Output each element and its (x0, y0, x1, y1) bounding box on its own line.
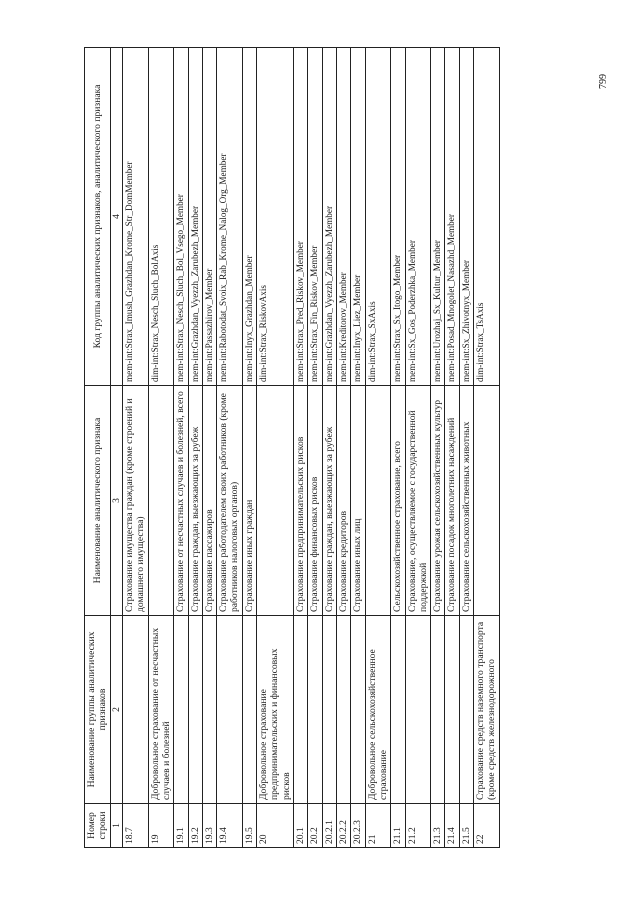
group-name-cell (322, 616, 336, 804)
row-number-cell: 19.1 (174, 804, 188, 848)
table-row (322, 48, 336, 848)
attribute-name-cell: Страхование урожая сельскохозяйственных культур (431, 386, 445, 616)
row-number-cell: 19.2 (188, 804, 202, 848)
header-group-name: Наименование группы аналитических признаков (85, 616, 111, 804)
group-name-cell: Добровольное страхование предпринимательских и финансовых рисков (257, 616, 294, 804)
group-name-cell (122, 616, 148, 804)
group-name-cell (405, 616, 431, 804)
code-cell: dim-int:Strax_SxAxis (365, 48, 391, 386)
attribute-name-cell (365, 386, 391, 616)
code-cell: mem-int:Inyx_Grazhdan_Member (242, 48, 256, 386)
attribute-name-cell: Страхование граждан, выезжающих за рубеж (188, 386, 202, 616)
attribute-name-cell: Страхование финансовых рисков (308, 386, 322, 616)
table-row (391, 48, 405, 848)
row-number-cell: 20 (257, 804, 294, 848)
group-name-cell: Добровольное сельскохозяйственное страхование (365, 616, 391, 804)
row-number-cell: 22 (474, 804, 500, 848)
attribute-name-cell: Страхование пассажиров (202, 386, 216, 616)
header-code: Код группы аналитических признаков, аналитического признака (85, 48, 111, 386)
group-name-cell (242, 616, 256, 804)
table-row (188, 48, 202, 848)
group-name-cell (351, 616, 365, 804)
rotated-table-container (84, 48, 580, 848)
table-row (405, 48, 431, 848)
code-cell: mem-int:Urozhaj_Sx_Kultur_Member (431, 48, 445, 386)
code-cell: mem-int:Sx_Zhivotnyx_Member (459, 48, 473, 386)
row-number-cell: 21.4 (445, 804, 459, 848)
group-name-cell: Добровольное страхование от несчастных случаев и болезней (148, 616, 174, 804)
table-row (294, 48, 308, 848)
table-row (202, 48, 216, 848)
code-cell: mem-int:Kreditorov_Member (336, 48, 350, 386)
attribute-name-cell: Страхование от несчастных случаев и болезней, всего (174, 386, 188, 616)
row-number-cell: 19.4 (217, 804, 243, 848)
attribute-name-cell: Страхование кредиторов (336, 386, 350, 616)
table-row (174, 48, 188, 848)
column-number: 3 (110, 386, 122, 616)
table-row (351, 48, 365, 848)
attribute-name-cell: Страхование граждан, выезжающих за рубеж (322, 386, 336, 616)
column-number-row (110, 48, 122, 848)
group-name-cell (188, 616, 202, 804)
table-row (431, 48, 445, 848)
header-row-number: Номер строки (85, 804, 111, 848)
header-attribute-name: Наименование аналитического признака (85, 386, 111, 616)
column-number: 2 (110, 616, 122, 804)
group-name-cell (174, 616, 188, 804)
row-number-cell: 20.2.2 (336, 804, 350, 848)
table-row (459, 48, 473, 848)
code-cell: mem-int:Passazhirov_Member (202, 48, 216, 386)
code-cell: mem-int:Posad_Mnogolet_Nasazhd_Member (445, 48, 459, 386)
code-cell: mem-int:Rabotodat_Svoix_Rab_Krome_Nalog_Org_Member (217, 48, 243, 386)
row-number-cell: 21.1 (391, 804, 405, 848)
code-cell: mem-int:Strax_Pred_Riskov_Member (294, 48, 308, 386)
row-number-cell: 21 (365, 804, 391, 848)
group-name-cell (217, 616, 243, 804)
attribute-name-cell: Страхование иных лиц (351, 386, 365, 616)
table-row (148, 48, 174, 848)
attribute-name-cell: Страхование имущества граждан (кроме строений и домашнего имущества) (122, 386, 148, 616)
row-number-cell: 19.3 (202, 804, 216, 848)
code-cell: dim-int:Strax_TsAxis (474, 48, 500, 386)
row-number-cell: 20.2.3 (351, 804, 365, 848)
row-number-cell: 21.5 (459, 804, 473, 848)
page-number: 799 (598, 74, 609, 89)
table-body (122, 48, 499, 848)
row-number-cell: 19 (148, 804, 174, 848)
table-row (474, 48, 500, 848)
table-row (122, 48, 148, 848)
row-number-cell: 20.1 (294, 804, 308, 848)
analytics-table (84, 47, 500, 848)
attribute-name-cell (148, 386, 174, 616)
row-number-cell: 21.2 (405, 804, 431, 848)
code-cell: mem-int:Grazhdan_Vyezzh_Zarubezh_Member (188, 48, 202, 386)
group-name-cell: Страхование средств наземного транспорта (кроме средств железнодорожного (474, 616, 500, 804)
group-name-cell (294, 616, 308, 804)
attribute-name-cell: Страхование предпринимательских рисков (294, 386, 308, 616)
code-cell: mem-int:Strax_Fin_Riskov_Member (308, 48, 322, 386)
code-cell: dim-int:Strax_RiskovAxis (257, 48, 294, 386)
table-row (365, 48, 391, 848)
column-number: 4 (110, 48, 122, 386)
table-row (257, 48, 294, 848)
code-cell: mem-int:Inyx_Liez_Member (351, 48, 365, 386)
code-cell: dim-int:Strax_Nesch_Sluch_BolAxis (148, 48, 174, 386)
attribute-name-cell (257, 386, 294, 616)
attribute-name-cell: Страхование, осуществляемое с государственной поддержкой (405, 386, 431, 616)
attribute-name-cell: Страхование работодателем своих работников (кроме работников налоговых органов) (217, 386, 243, 616)
row-number-cell: 19.5 (242, 804, 256, 848)
table-row (445, 48, 459, 848)
code-cell: mem-int:Strax_Nesch_Sluch_Bol_Vsego_Member (174, 48, 188, 386)
table-row (308, 48, 322, 848)
row-number-cell: 20.2.1 (322, 804, 336, 848)
attribute-name-cell: Страхование сельскохозяйственных животных (459, 386, 473, 616)
attribute-name-cell: Страхование иных граждан (242, 386, 256, 616)
code-cell: mem-int:Strax_Sx_Itogo_Member (391, 48, 405, 386)
row-number-cell: 21.3 (431, 804, 445, 848)
code-cell: mem-int:Strax_Imush_Grazhdan_Krome_Str_DomMember (122, 48, 148, 386)
row-number-cell: 18.7 (122, 804, 148, 848)
header-row (85, 48, 111, 848)
group-name-cell (308, 616, 322, 804)
attribute-name-cell: Страхование посадок многолетних насаждений (445, 386, 459, 616)
group-name-cell (445, 616, 459, 804)
row-number-cell: 20.2 (308, 804, 322, 848)
group-name-cell (459, 616, 473, 804)
column-number: 1 (110, 804, 122, 848)
table-row (336, 48, 350, 848)
group-name-cell (202, 616, 216, 804)
code-cell: mem-int:Grazhdan_Vyezzh_Zarubezh_Member (322, 48, 336, 386)
group-name-cell (336, 616, 350, 804)
table-row (217, 48, 243, 848)
group-name-cell (391, 616, 405, 804)
group-name-cell (431, 616, 445, 804)
code-cell: mem-int:Sx_Gos_Poderzhka_Member (405, 48, 431, 386)
attribute-name-cell (474, 386, 500, 616)
table-row (242, 48, 256, 848)
attribute-name-cell: Сельскохозяйственное страхование, всего (391, 386, 405, 616)
